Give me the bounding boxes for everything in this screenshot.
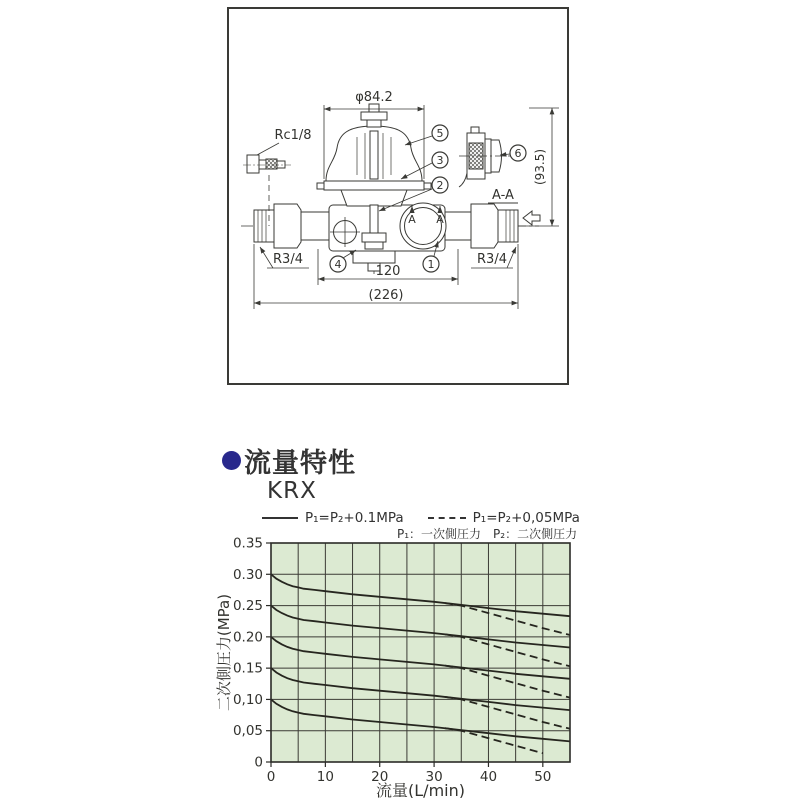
dim-height-label: (93.5) [533, 148, 547, 186]
x-tick-label: 40 [479, 769, 498, 785]
x-tick-label: 0 [266, 769, 276, 785]
section-title-text: 流量特性 [244, 448, 356, 479]
y-tick-label: 0.30 [232, 566, 263, 583]
port-top-label: Rc1/8 [274, 128, 312, 143]
callout-6: 6 [514, 147, 522, 160]
thread-right-label: R3/4 [477, 252, 507, 267]
y-tick-label: 0.35 [232, 535, 263, 552]
chart-legend [262, 510, 580, 526]
thread-left-label: R3/4 [273, 252, 303, 267]
x-tick-label: 50 [534, 769, 552, 785]
solid-line-icon [262, 517, 298, 519]
model-label: KRX [267, 478, 317, 504]
cut-marker-left: A [408, 213, 416, 226]
x-tick-label: 30 [425, 769, 443, 785]
callout-5: 5 [436, 127, 444, 140]
flow-characteristics-chart [215, 530, 587, 798]
callout-3: 3 [436, 154, 444, 167]
y-tick-label: 0.15 [232, 660, 263, 677]
dashed-line-icon [428, 517, 466, 519]
callout-1: 1 [427, 258, 435, 271]
valve-dimension-drawing [227, 7, 569, 385]
legend-solid-label: P₁=P₂+0.1MPa [305, 510, 404, 526]
cut-marker-right: A [436, 213, 444, 226]
section-detail-view [459, 127, 511, 187]
callout-4: 4 [334, 258, 342, 271]
y-tick-label: 0 [254, 754, 263, 771]
y-tick-label: 0.25 [232, 598, 263, 615]
flow-direction-arrow [523, 211, 540, 225]
section-label: A-A [492, 188, 514, 203]
x-tick-label: 20 [371, 769, 389, 785]
dim-span-inner-label: 120 [375, 264, 401, 279]
dim-diameter-label: φ84.2 [355, 90, 393, 105]
legend-dashed-label: P₁=P₂+0,05MPa [472, 510, 580, 526]
y-tick-label: 0,05 [232, 723, 263, 740]
section-title [222, 441, 356, 480]
section-bullet-icon [222, 451, 241, 470]
valve-drawing-svg [229, 9, 567, 383]
x-axis-label: 流量(L/min) [376, 781, 465, 798]
callout-2: 2 [436, 179, 444, 192]
y-axis-label: 二次側圧力(MPa) [215, 593, 233, 712]
dim-span-outer-label: (226) [368, 288, 404, 303]
legend-note: P₁：一次側圧力 P₂：二次側圧力 [397, 527, 578, 541]
y-tick-label: 0.20 [232, 629, 263, 646]
y-tick-label: 0,10 [232, 691, 263, 708]
x-tick-label: 10 [316, 769, 334, 785]
